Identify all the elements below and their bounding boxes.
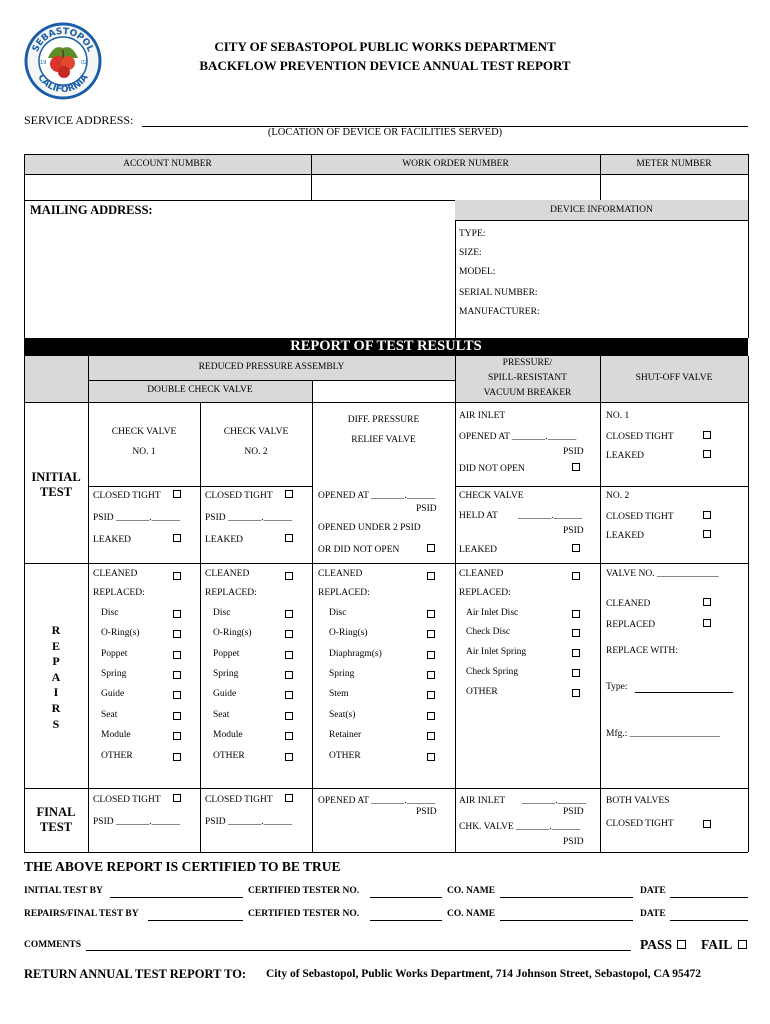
cv2-repair-item-label: OTHER <box>213 751 245 761</box>
rv-repair-item-label: Retainer <box>329 730 362 740</box>
cv2-leaked-checkbox[interactable] <box>285 534 293 542</box>
repairs-letter: R <box>51 701 61 715</box>
pvb-repair-item-checkbox[interactable] <box>572 689 580 697</box>
rv-repair-item-label: Diaphragm(s) <box>329 649 382 659</box>
rv-repair-item-checkbox[interactable] <box>427 671 435 679</box>
rv-repair-item-label: Disc <box>329 608 347 618</box>
rv-repair-item-label: Spring <box>329 669 355 679</box>
fail-checkbox[interactable] <box>738 940 747 949</box>
pvb-replaced: REPLACED: <box>459 588 511 598</box>
cv1-closed-tight: CLOSED TIGHT <box>93 491 161 501</box>
final-cv2-psid[interactable]: PSID _______.______ <box>205 817 293 827</box>
account-number-label: ACCOUNT NUMBER <box>123 159 212 169</box>
pvb-repair-item-label: Check Disc <box>466 627 511 637</box>
cv1-repair-item-checkbox[interactable] <box>173 651 181 659</box>
sv-type-field[interactable] <box>635 692 733 693</box>
comments-label: COMMENTS <box>24 940 81 950</box>
sv-replaced: REPLACED <box>606 620 656 630</box>
pvb-header-2: SPILL-RESISTANT <box>488 373 567 383</box>
pvb-leaked-checkbox[interactable] <box>572 544 580 552</box>
rv-did-not-open-checkbox[interactable] <box>427 544 435 552</box>
rv-repair-item-checkbox[interactable] <box>427 691 435 699</box>
rpa-header: REDUCED PRESSURE ASSEMBLY <box>198 362 345 372</box>
diff-pressure-label: DIFF. PRESSURE <box>347 415 420 425</box>
cv1-repair-item-checkbox[interactable] <box>173 691 181 699</box>
repairs-letter: E <box>51 638 60 653</box>
cv1-repair-item-label: OTHER <box>101 751 133 761</box>
cv2-repair-item-checkbox[interactable] <box>285 671 293 679</box>
cv1-repair-item-label: Disc <box>101 608 119 618</box>
cert-heading: THE ABOVE REPORT IS CERTIFIED TO BE TRUE <box>24 859 341 874</box>
final-both-valves: BOTH VALVES <box>606 796 670 806</box>
rv-repair-item-label: Seat(s) <box>329 710 356 720</box>
sv2-closed-tight-checkbox[interactable] <box>703 511 711 519</box>
sv-mfg[interactable]: Mfg.: ___________________ <box>606 729 720 739</box>
pvb-header-1: PRESSURE/ <box>502 358 553 368</box>
pass-label: PASS <box>640 937 673 952</box>
initial-tester-no-label: CERTIFIED TESTER NO. <box>248 886 360 896</box>
cv2-repair-item-label: Seat <box>213 710 230 720</box>
cv1-closed-tight-checkbox[interactable] <box>173 490 181 498</box>
repairs-co-name-field[interactable] <box>500 920 633 921</box>
pvb-repair-item-checkbox[interactable] <box>572 649 580 657</box>
initial-test-label-1: INITIAL <box>31 470 81 484</box>
account-number-field[interactable] <box>25 175 311 200</box>
rv-replaced: REPLACED: <box>318 588 370 598</box>
pvb-did-not-open-checkbox[interactable] <box>572 463 580 471</box>
final-cv1-closed-tight-checkbox[interactable] <box>173 794 181 802</box>
cv1-no: NO. 1 <box>132 447 156 457</box>
pvb-leaked: LEAKED <box>459 545 497 555</box>
sv1-leaked: LEAKED <box>606 451 644 461</box>
rv-repair-item-checkbox[interactable] <box>427 630 435 638</box>
cv2-closed-tight: CLOSED TIGHT <box>205 491 273 501</box>
repairs-letter: R <box>51 623 61 637</box>
device-type-label: TYPE: <box>459 229 486 239</box>
meter-number-field[interactable] <box>601 175 748 200</box>
final-test-label-1: FINAL <box>36 805 76 819</box>
meter-number-label: METER NUMBER <box>636 159 712 169</box>
pvb-psid: PSID <box>563 447 584 457</box>
rv-repair-item-checkbox[interactable] <box>427 732 435 740</box>
rv-repair-item-checkbox[interactable] <box>427 712 435 720</box>
sv1-leaked-checkbox[interactable] <box>703 450 711 458</box>
report-title: REPORT OF TEST RESULTS <box>290 338 482 354</box>
rv-repair-item-label: O-Ring(s) <box>329 628 368 638</box>
final-air-psid: PSID <box>563 807 584 817</box>
rv-psid: PSID <box>416 504 437 514</box>
repairs-co-name-label: CO. NAME <box>447 909 496 919</box>
cv2-repair-item-checkbox[interactable] <box>285 732 293 740</box>
cv2-repair-item-label: O-Ring(s) <box>213 628 252 638</box>
cv1-repair-item-label: Module <box>101 730 131 740</box>
sv-replaced-checkbox[interactable] <box>703 619 711 627</box>
cv2-no: NO. 2 <box>244 447 268 457</box>
final-rv-psid: PSID <box>416 807 437 817</box>
cv2-repair-item-checkbox[interactable] <box>285 610 293 618</box>
device-size-label: SIZE: <box>459 248 482 258</box>
initial-test-by-field[interactable] <box>110 897 243 898</box>
dca-header: DOUBLE CHECK VALVE <box>147 385 253 395</box>
relief-valve-label: RELIEF VALVE <box>351 435 416 445</box>
device-serial-label: SERIAL NUMBER: <box>459 288 538 298</box>
sv-cleaned: CLEANED <box>606 599 651 609</box>
cv2-repair-item-checkbox[interactable] <box>285 691 293 699</box>
rv-repair-item-checkbox[interactable] <box>427 651 435 659</box>
cv1-repair-item-label: Poppet <box>101 649 128 659</box>
sv1-label: NO. 1 <box>606 411 630 421</box>
cv1-repair-item-label: Spring <box>101 669 127 679</box>
fail-label: FAIL <box>701 937 733 952</box>
initial-test-label-2: TEST <box>40 485 72 499</box>
sv2-closed-tight: CLOSED TIGHT <box>606 512 674 522</box>
rv-repair-item-label: OTHER <box>329 751 361 761</box>
pvb-held-at: HELD AT <box>459 511 498 521</box>
cv2-label: CHECK VALVE <box>223 427 289 437</box>
pvb-air-inlet: AIR INLET <box>459 411 506 421</box>
cv1-repair-item-checkbox[interactable] <box>173 671 181 679</box>
initial-co-name-field[interactable] <box>500 897 633 898</box>
pvb-cleaned: CLEANED <box>459 569 504 579</box>
sv-replace-with: REPLACE WITH: <box>606 646 678 656</box>
pvb-repair-item-checkbox[interactable] <box>572 669 580 677</box>
final-sv-closed-tight-checkbox[interactable] <box>703 820 711 828</box>
cv1-repair-item-checkbox[interactable] <box>173 753 181 761</box>
pvb-repair-item-label: Air Inlet Disc <box>466 608 519 618</box>
pvb-opened-at[interactable]: OPENED AT _______.______ <box>459 432 577 442</box>
svg-text:SEBASTOPOL: SEBASTOPOL <box>30 26 96 54</box>
device-info-title: DEVICE INFORMATION <box>550 205 653 215</box>
comments-field[interactable] <box>86 950 631 951</box>
cv1-cleaned: CLEANED <box>93 569 138 579</box>
rv-cleaned: CLEANED <box>318 569 363 579</box>
initial-tester-no-field[interactable] <box>370 897 442 898</box>
header-line-2: BACKFLOW PREVENTION DEVICE ANNUAL TEST REPORT <box>199 58 571 73</box>
rv-repair-item-checkbox[interactable] <box>427 610 435 618</box>
mailing-address-field[interactable] <box>25 220 455 338</box>
pvb-header-3: VACUUM BREAKER <box>483 388 572 398</box>
repairs-test-by-label: REPAIRS/FINAL TEST BY <box>24 909 139 919</box>
final-air-inlet: AIR INLET <box>459 796 506 806</box>
device-model-label: MODEL: <box>459 267 496 277</box>
svg-text:19: 19 <box>40 60 47 66</box>
initial-date-field[interactable] <box>670 897 748 898</box>
pvb-check-valve: CHECK VALVE <box>459 491 524 501</box>
repairs-date-label: DATE <box>640 909 666 919</box>
pvb-repair-item-label: OTHER <box>466 687 498 697</box>
cv2-repair-item-label: Spring <box>213 669 239 679</box>
sv2-leaked: LEAKED <box>606 531 644 541</box>
final-cv2-closed-tight: CLOSED TIGHT <box>205 795 273 805</box>
pvb-did-not-open: DID NOT OPEN <box>459 464 525 474</box>
sv-type-label: Type: <box>606 682 628 692</box>
repairs-letter: S <box>52 716 60 731</box>
svg-text:02: 02 <box>81 60 88 66</box>
pass-checkbox[interactable] <box>677 940 686 949</box>
cv2-repair-item-label: Module <box>213 730 243 740</box>
cv2-cleaned-checkbox[interactable] <box>285 572 293 580</box>
service-address-caption: (LOCATION OF DEVICE OR FACILITIES SERVED) <box>267 127 503 138</box>
repairs-letter: A <box>51 669 61 684</box>
work-order-field[interactable] <box>312 175 600 200</box>
cv1-repair-item-label: O-Ring(s) <box>101 628 140 638</box>
pvb-repair-item-label: Air Inlet Spring <box>466 647 527 657</box>
header-line-1: CITY OF SEBASTOPOL PUBLIC WORKS DEPARTMENT <box>214 39 556 54</box>
cv2-leaked: LEAKED <box>205 535 243 545</box>
pvb-repair-item-label: Check Spring <box>466 667 518 677</box>
cv1-psid[interactable]: PSID _______.______ <box>93 513 181 523</box>
repairs-tester-no-label: CERTIFIED TESTER NO. <box>248 909 360 919</box>
initial-test-by-label: INITIAL TEST BY <box>24 886 103 896</box>
cv2-replaced: REPLACED: <box>205 588 257 598</box>
cv2-repair-item-checkbox[interactable] <box>285 753 293 761</box>
rv-cleaned-checkbox[interactable] <box>427 572 435 580</box>
sv1-closed-tight-checkbox[interactable] <box>703 431 711 439</box>
cv2-repair-item-label: Poppet <box>213 649 240 659</box>
cv1-repair-item-label: Seat <box>101 710 118 720</box>
cv2-repair-item-checkbox[interactable] <box>285 630 293 638</box>
cv2-repair-item-checkbox[interactable] <box>285 712 293 720</box>
final-sv-closed-tight: CLOSED TIGHT <box>606 819 674 829</box>
cv1-replaced: REPLACED: <box>93 588 145 598</box>
svg-text:CALIFORNIA: CALIFORNIA <box>35 72 91 96</box>
return-address: City of Sebastopol, Public Works Department, 714 Johnson Street, Sebastopol, CA 95472 <box>266 968 702 980</box>
shutoff-header: SHUT-OFF VALVE <box>635 373 713 383</box>
sv-valve-no[interactable]: VALVE NO. _____________ <box>606 569 719 579</box>
cv1-repair-item-checkbox[interactable] <box>173 712 181 720</box>
sv2-label: NO. 2 <box>606 491 630 501</box>
cv1-leaked: LEAKED <box>93 535 131 545</box>
pvb-held-psid: PSID <box>563 526 584 536</box>
repairs-test-by-field[interactable] <box>148 920 243 921</box>
final-air-inlet-field[interactable]: _______.______ <box>522 796 587 806</box>
cv1-leaked-checkbox[interactable] <box>173 534 181 542</box>
cv2-repair-item-label: Disc <box>213 608 231 618</box>
pvb-repair-item-checkbox[interactable] <box>572 629 580 637</box>
sv-cleaned-checkbox[interactable] <box>703 598 711 606</box>
final-chk-psid: PSID <box>563 837 584 847</box>
final-rv-opened-at[interactable]: OPENED AT _______.______ <box>318 796 436 806</box>
cv2-repair-item-checkbox[interactable] <box>285 651 293 659</box>
rv-opened-at[interactable]: OPENED AT _______.______ <box>318 491 436 501</box>
final-cv1-psid[interactable]: PSID _______.______ <box>93 817 181 827</box>
cv1-label: CHECK VALVE <box>111 427 177 437</box>
pvb-cleaned-checkbox[interactable] <box>572 572 580 580</box>
cv2-cleaned: CLEANED <box>205 569 250 579</box>
work-order-label: WORK ORDER NUMBER <box>402 159 509 169</box>
service-address-label: SERVICE ADDRESS: <box>24 113 134 127</box>
mailing-address-label: MAILING ADDRESS: <box>30 203 153 217</box>
initial-date-label: DATE <box>640 886 666 896</box>
final-cv2-closed-tight-checkbox[interactable] <box>285 794 293 802</box>
cv2-closed-tight-checkbox[interactable] <box>285 490 293 498</box>
sv1-closed-tight: CLOSED TIGHT <box>606 432 674 442</box>
device-manufacturer-label: MANUFACTURER: <box>459 307 540 317</box>
repairs-letter: I <box>53 685 59 700</box>
rv-repair-item-label: Stem <box>329 689 349 699</box>
cv1-repair-item-checkbox[interactable] <box>173 732 181 740</box>
final-cv1-closed-tight: CLOSED TIGHT <box>93 795 161 805</box>
final-chk-valve[interactable]: CHK. VALVE _______.______ <box>459 822 581 832</box>
pvb-held-at-field[interactable]: _______.______ <box>518 511 583 521</box>
sv2-leaked-checkbox[interactable] <box>703 530 711 538</box>
rv-repair-item-checkbox[interactable] <box>427 753 435 761</box>
rv-opened-under: OPENED UNDER 2 PSID <box>318 523 421 533</box>
repairs-date-field[interactable] <box>670 920 748 921</box>
final-test-label-2: TEST <box>40 820 72 834</box>
cv2-psid[interactable]: PSID _______.______ <box>205 513 293 523</box>
repairs-tester-no-field[interactable] <box>370 920 442 921</box>
cv2-repair-item-label: Guide <box>213 689 237 699</box>
cv1-cleaned-checkbox[interactable] <box>173 572 181 580</box>
cv1-repair-item-label: Guide <box>101 689 125 699</box>
initial-co-name-label: CO. NAME <box>447 886 496 896</box>
rv-or-did-not-open: OR DID NOT OPEN <box>318 545 400 555</box>
cv1-repair-item-checkbox[interactable] <box>173 630 181 638</box>
cv1-repair-item-checkbox[interactable] <box>173 610 181 618</box>
repairs-letter: P <box>52 654 60 669</box>
return-label: RETURN ANNUAL TEST REPORT TO: <box>24 967 247 981</box>
pvb-repair-item-checkbox[interactable] <box>572 610 580 618</box>
